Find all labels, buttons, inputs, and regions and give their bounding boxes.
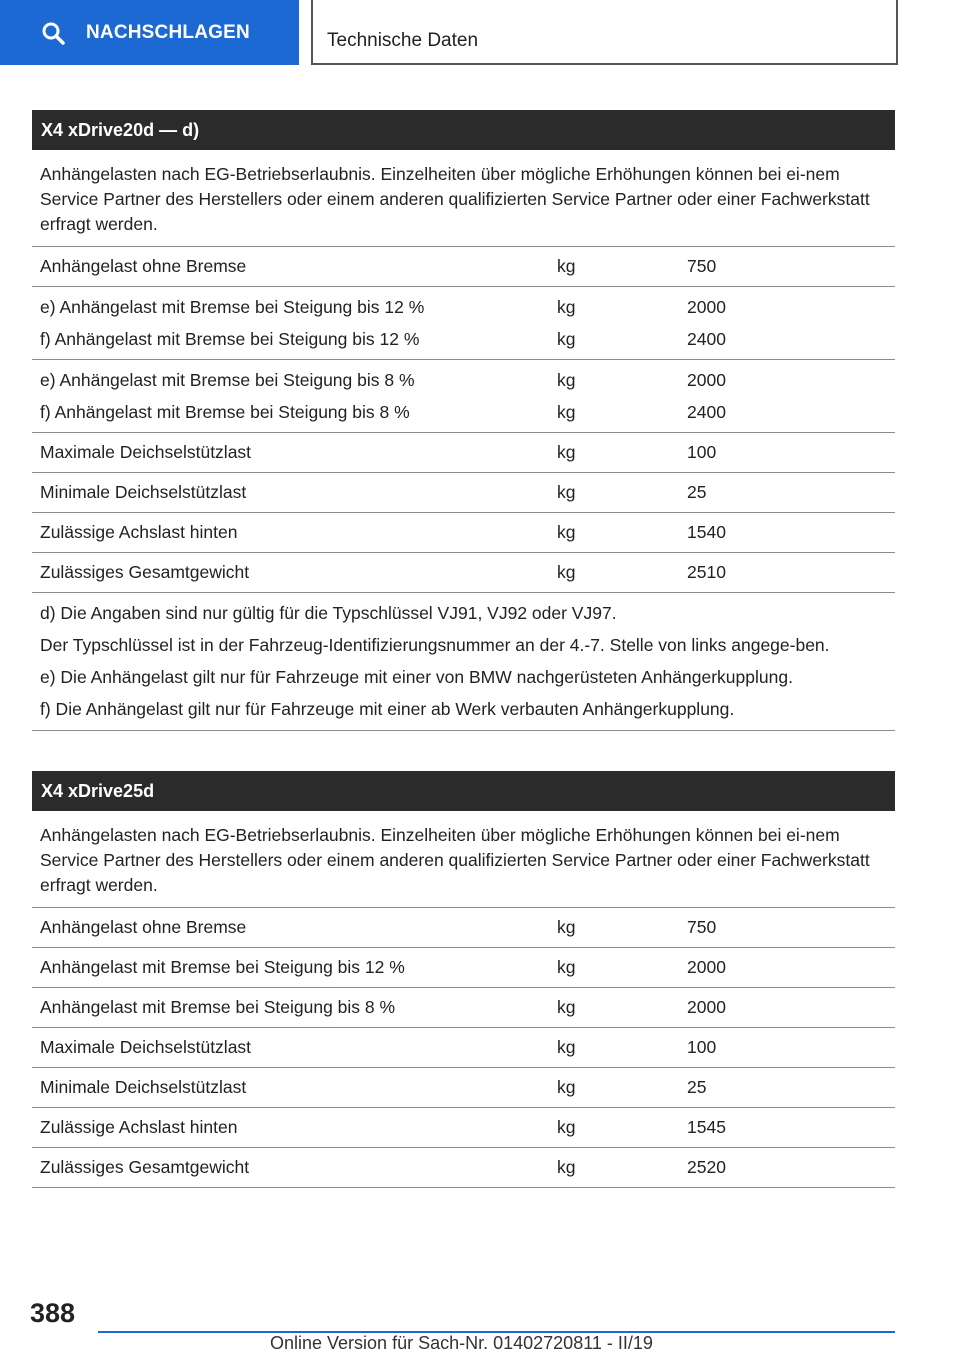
table-row <box>32 287 895 360</box>
spec-unit: kg <box>557 256 576 276</box>
spec-table <box>32 908 895 1188</box>
footnotes <box>32 593 895 731</box>
spec-name: Anhängelast ohne Bremse <box>40 917 247 937</box>
section-intro: Anhängelasten nach EG-Betriebserlaubnis. Einzelheiten über mögliche Erhöhungen können bei ei-nem Service Partner des Herstellers oder einem anderen qualifizierten Service Partner oder einer Fachwerkstatt erfragt werden. <box>32 811 895 908</box>
spec-unit: kg <box>557 370 576 390</box>
spec-value: 1540 <box>687 522 726 542</box>
table-row <box>32 908 895 948</box>
spec-section-xdrive25d <box>32 771 895 1188</box>
table-row-line <box>32 1068 895 1107</box>
spec-name: Zulässige Achslast hinten <box>40 1117 238 1137</box>
spec-name: Anhängelast mit Bremse bei Steigung bis 12 % <box>40 957 405 977</box>
chapter-title: Technische Daten <box>327 30 479 51</box>
spec-value: 100 <box>687 442 717 462</box>
table-row-line <box>32 396 895 428</box>
spec-name: Anhängelast mit Bremse bei Steigung bis 8 % <box>40 997 396 1017</box>
spec-unit: kg <box>557 917 576 937</box>
spec-name: f) Anhängelast mit Bremse bei Steigung bis 8 % <box>40 402 410 422</box>
spec-value: 2400 <box>687 402 726 422</box>
spec-name: Zulässiges Gesamtgewicht <box>40 1157 250 1177</box>
table-row <box>32 247 895 287</box>
table-row <box>32 1108 895 1148</box>
spec-name: Zulässige Achslast hinten <box>40 522 238 542</box>
table-row-line <box>32 1148 895 1187</box>
nav-lookup-label: NACHSCHLAGEN <box>86 21 250 43</box>
spec-unit: kg <box>557 562 576 582</box>
spec-name: e) Anhängelast mit Bremse bei Steigung bis 12 % <box>40 297 425 317</box>
table-row-line <box>32 364 895 396</box>
spec-unit: kg <box>557 402 576 422</box>
spec-unit: kg <box>557 1037 576 1057</box>
table-row <box>32 433 895 473</box>
table-row-line <box>32 473 895 512</box>
table-row-line <box>32 908 895 947</box>
spec-value: 100 <box>687 1037 717 1057</box>
spec-unit: kg <box>557 522 576 542</box>
spec-value: 25 <box>687 482 707 502</box>
table-row <box>32 553 895 593</box>
spec-value: 750 <box>687 256 717 276</box>
online-version-note: Online Version für Sach-Nr. 01402720811 - II/19 <box>270 1333 653 1353</box>
spec-value: 750 <box>687 917 717 937</box>
table-row-line <box>32 513 895 552</box>
spec-unit: kg <box>557 1117 576 1137</box>
table-row-line <box>32 553 895 592</box>
footnote: f) Die Anhängelast gilt nur für Fahrzeuge mit einer ab Werk verbauten Anhängerkupplung. <box>40 699 735 719</box>
spec-name: Maximale Deichselstützlast <box>40 1037 252 1057</box>
table-row-line <box>32 247 895 286</box>
spec-unit: kg <box>557 482 576 502</box>
spec-value: 2520 <box>687 1157 726 1177</box>
spec-value: 2000 <box>687 370 726 390</box>
table-row <box>32 360 895 433</box>
table-row-line <box>32 1108 895 1147</box>
spec-name: Minimale Deichselstützlast <box>40 1077 247 1097</box>
spec-name: Minimale Deichselstützlast <box>40 482 247 502</box>
spec-name: Anhängelast ohne Bremse <box>40 256 247 276</box>
spec-unit: kg <box>557 329 576 349</box>
table-row-line <box>32 291 895 323</box>
table-row <box>32 948 895 988</box>
footnote: e) Die Anhängelast gilt nur für Fahrzeuge mit einer von BMW nachgerüsteten Anhängerkupplung. <box>40 667 793 687</box>
spec-table <box>32 247 895 593</box>
table-row-line <box>32 323 895 355</box>
section-heading: X4 xDrive20d — d) <box>32 110 895 150</box>
table-row-line <box>32 1028 895 1067</box>
footnote: Der Typschlüssel ist in der Fahrzeug-Identifizierungsnummer an der 4.-7. Stelle von links angege-ben. <box>40 635 830 655</box>
table-row <box>32 1068 895 1108</box>
spec-name: f) Anhängelast mit Bremse bei Steigung bis 12 % <box>40 329 420 349</box>
spec-unit: kg <box>557 1077 576 1097</box>
table-row <box>32 473 895 513</box>
spec-name: e) Anhängelast mit Bremse bei Steigung bis 8 % <box>40 370 415 390</box>
table-row-line <box>32 433 895 472</box>
table-row <box>32 1028 895 1068</box>
section-heading: X4 xDrive25d <box>32 771 895 811</box>
spec-name: Zulässiges Gesamtgewicht <box>40 562 250 582</box>
table-row <box>32 1148 895 1188</box>
table-row <box>32 988 895 1028</box>
table-row-line <box>32 988 895 1027</box>
spec-unit: kg <box>557 442 576 462</box>
chapter-title-box <box>311 0 898 65</box>
spec-value: 2000 <box>687 297 726 317</box>
spec-unit: kg <box>557 297 576 317</box>
spec-unit: kg <box>557 1157 576 1177</box>
spec-value: 25 <box>687 1077 707 1097</box>
spec-value: 2400 <box>687 329 726 349</box>
nav-lookup-button[interactable] <box>0 0 299 65</box>
spec-section-xdrive20d <box>32 110 895 731</box>
spec-value: 2000 <box>687 997 726 1017</box>
spec-unit: kg <box>557 997 576 1017</box>
search-icon <box>40 20 66 46</box>
footnote: d) Die Angaben sind nur gültig für die Typschlüssel VJ91, VJ92 oder VJ97. <box>40 603 617 623</box>
spec-name: Maximale Deichselstützlast <box>40 442 252 462</box>
spec-value: 2000 <box>687 957 726 977</box>
section-intro: Anhängelasten nach EG-Betriebserlaubnis. Einzelheiten über mögliche Erhöhungen können bei ei-nem Service Partner des Herstellers oder einem anderen qualifizierten Service Partner oder einer Fachwerkstatt erfragt werden. <box>32 150 895 247</box>
table-row <box>32 513 895 553</box>
table-row-line <box>32 948 895 987</box>
spec-unit: kg <box>557 957 576 977</box>
spec-value: 1545 <box>687 1117 726 1137</box>
page-number: 388 <box>30 1298 76 1328</box>
spec-value: 2510 <box>687 562 726 582</box>
